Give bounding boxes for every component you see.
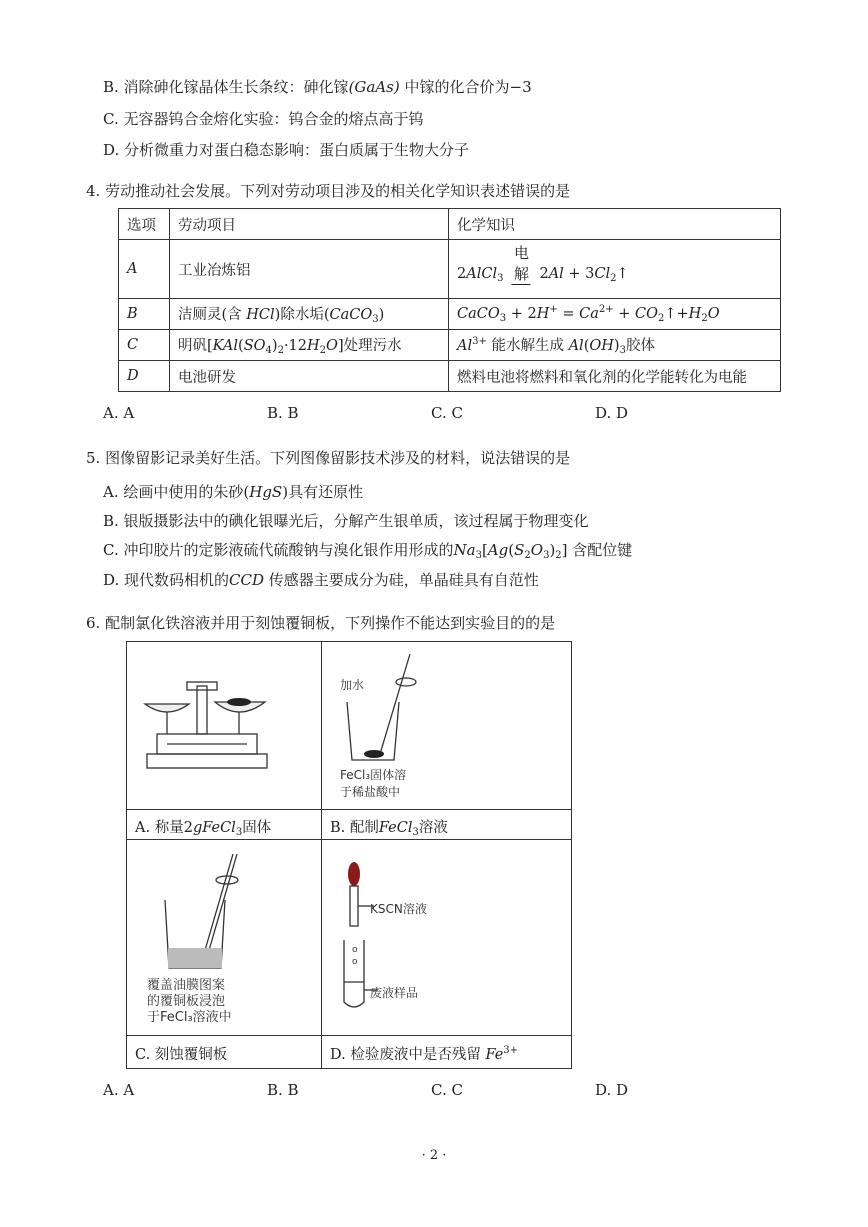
row-c-project: 明矾$[KAl(SO_4)_2\cdot 12H_2O]$处理污水	[170, 330, 449, 361]
row-d-knowledge: 燃料电池将燃料和氧化剂的化学能转化为电能	[449, 361, 781, 392]
caption-c-cell	[127, 1036, 322, 1068]
q5-option-d-text2: 传感器主要成分为硅，单晶硅具有自范性	[268, 571, 539, 589]
q5-option-c: C. 冲印胶片的定影液硫代硫酸钠与溴化银作用形成的$Na_3[Ag(S_2O_3)_2]$ 含配位键	[103, 541, 633, 561]
q5-option-c-text: C. 冲印胶片的定影液硫代硫酸钠与溴化银作用形成的	[103, 541, 454, 559]
answer-a[interactable]: A. A	[103, 404, 135, 422]
caption-c: C. 刻蚀覆铜板	[135, 1047, 228, 1063]
header-knowledge: 化学知识	[449, 209, 781, 240]
svg-text:o: o	[352, 945, 358, 955]
q5-option-a: A. 绘画中使用的朱砂(HgS)具有还原性	[103, 483, 364, 501]
dropper-test-tube-icon	[322, 840, 571, 1036]
q3-option-b	[103, 76, 532, 97]
q6-figure-grid	[126, 641, 572, 1069]
caption-b-text: B. 配制	[330, 820, 379, 836]
caption-b: B. 配制FeCl$_3$溶液	[330, 820, 448, 838]
row-a-project: 工业冶炼铝	[170, 240, 449, 299]
q5-option-d-text: D. 现代数码相机的	[103, 571, 230, 589]
caption-d-cell	[322, 1036, 571, 1068]
q5-option-a-text2: 具有还原性	[288, 483, 364, 501]
formula-gaas: (GaAs)	[348, 78, 400, 96]
row-d-project: 电池研发	[170, 361, 449, 392]
table-row	[119, 299, 781, 330]
row-d-option: D	[119, 361, 170, 392]
electrolysis-label: 电解	[513, 244, 529, 283]
row-c-option: C	[119, 330, 170, 361]
answer-a[interactable]: A. A	[103, 1081, 135, 1099]
label-plate-2: 的覆铜板浸泡	[147, 994, 226, 1009]
q3-option-b-text2: 中镓的化合价为−3	[404, 78, 532, 96]
q4-stem: 4. 劳动推动社会发展。下列对劳动项目涉及的相关化学知识表述错误的是	[86, 182, 571, 200]
label-plate-1: 覆盖油膜图案	[147, 978, 226, 993]
table-row	[119, 240, 781, 299]
caption-d-text: D. 检验废液中是否残留	[330, 1047, 481, 1063]
row-a-option: A	[119, 240, 170, 299]
page-number: · 2 ·	[421, 1148, 447, 1163]
q3-option-c: C. 无容器钨合金熔化实验：钨合金的熔点高于钨	[103, 110, 424, 128]
caption-d: D. 检验废液中是否残留 $Fe^{3+}$	[330, 1045, 519, 1063]
figure-c-cell	[127, 840, 322, 1036]
q3-option-b-text: B. 消除砷化镓晶体生长条纹：砷化镓	[103, 78, 349, 96]
answer-c[interactable]: C. C	[431, 1081, 463, 1099]
figure-b-cell	[322, 642, 571, 810]
table-row	[119, 361, 781, 392]
answer-b[interactable]: B. B	[267, 1081, 299, 1099]
q5-option-d: D. 现代数码相机的CCD 传感器主要成分为硅，单晶硅具有自范性	[103, 571, 539, 589]
q6-stem: 6. 配制氯化铁溶液并用于刻蚀覆铜板，下列操作不能达到实验目的的是	[86, 614, 556, 632]
balance-scale-icon	[127, 642, 322, 810]
label-kscn: KSCN溶液	[370, 902, 427, 916]
caption-a-cell	[127, 810, 322, 840]
q5-option-b: B. 银版摄影法中的碘化银曝光后，分解产生银单质，该过程属于物理变化	[103, 512, 589, 530]
caption-a-text2: 固体	[242, 820, 272, 836]
caption-b-cell	[322, 810, 571, 840]
label-add-water: 加水	[340, 678, 365, 692]
caption-b-text2: 溶液	[418, 820, 448, 836]
figure-d-cell	[322, 840, 571, 1036]
row-a-knowledge: 2AlCl$_3$ 电解 $2Al + 3Cl_2↑$	[449, 240, 781, 299]
row-c-knowledge-text: 能水解生成	[491, 338, 564, 354]
q3-option-d: D. 分析微重力对蛋白稳态影响：蛋白质属于生物大分子	[103, 141, 470, 159]
answer-c[interactable]: C. C	[431, 404, 463, 422]
row-c-knowledge: $Al^{3+}$ 能水解生成 $Al(OH)_3$胶体	[449, 330, 781, 361]
header-project: 劳动项目	[170, 209, 449, 240]
caption-a: A. 称量2gFeCl$_3$固体	[135, 820, 272, 838]
svg-text:o: o	[352, 957, 358, 967]
answer-b[interactable]: B. B	[267, 404, 299, 422]
row-c-knowledge-end: 胶体	[625, 338, 655, 354]
label-plate-3: 于FeCl₃溶液中	[147, 1010, 232, 1025]
answer-d[interactable]: D. D	[595, 1081, 629, 1099]
figure-a-cell	[127, 642, 322, 810]
q5-option-c-text2: 含配位键	[572, 541, 633, 559]
header-option: 选项	[119, 209, 170, 240]
row-b-knowledge: CaCO$_3$ + $2H^+ = Ca^{2+}$ + $CO_2↑+H_2O$	[449, 299, 781, 330]
q5-stem: 5. 图像留影记录美好生活。下列图像留影技术涉及的材料，说法错误的是	[86, 449, 571, 467]
electrolysis-arrow	[503, 244, 539, 283]
row-b-project: 洁厕灵(含 HCl)除水垢(CaCO$_3$)	[170, 299, 449, 330]
label-fecl3-dissolve-1: FeCl₃固体溶	[340, 768, 407, 782]
q4-table	[118, 208, 781, 392]
label-fecl3-dissolve-2: 于稀盐酸中	[340, 785, 401, 799]
answer-d[interactable]: D. D	[595, 404, 629, 422]
table-row	[119, 330, 781, 361]
q5-option-a-text: A. 绘画中使用的朱砂	[103, 483, 244, 501]
row-b-option: B	[119, 299, 170, 330]
table-header-row	[119, 209, 781, 240]
caption-a-text: A. 称量	[135, 820, 184, 836]
label-waste-sample: 废液样品	[370, 986, 419, 1000]
